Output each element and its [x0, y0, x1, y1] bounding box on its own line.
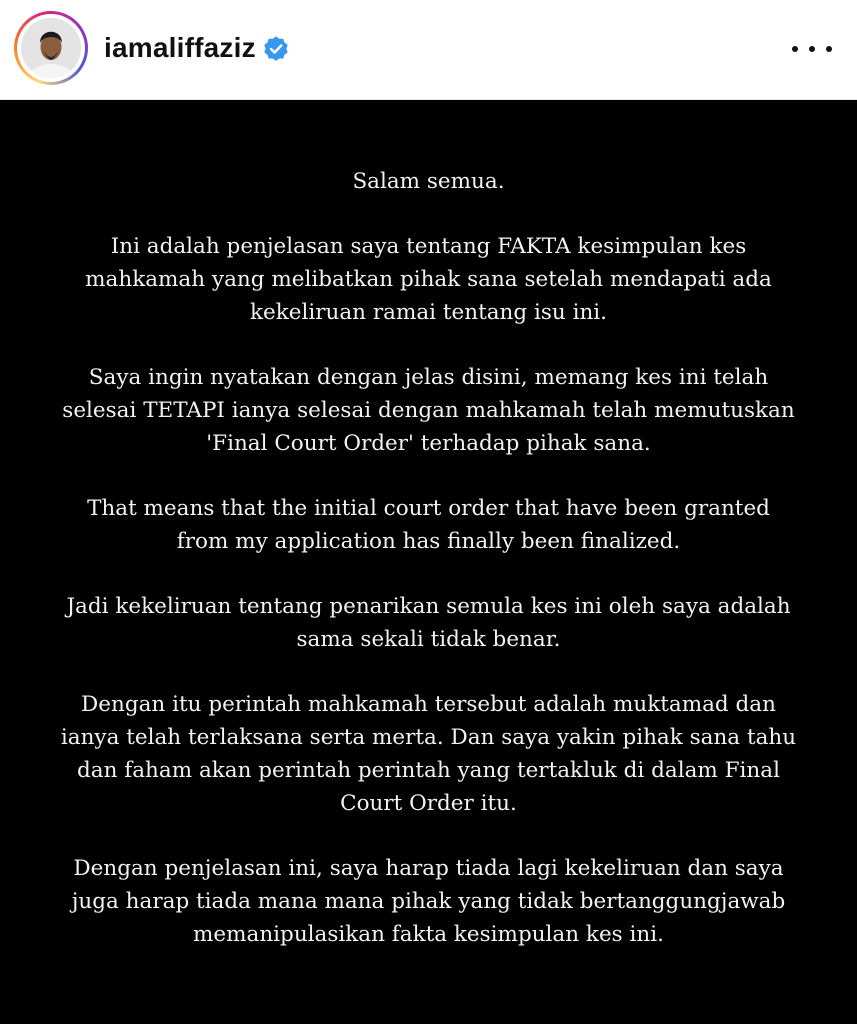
- paragraph-court-order: Dengan itu perintah mahkamah tersebut adalah muktamad dan ianya telah terlaksana serta merta. Dan saya yakin pihak sana tahu dan faham akan perintah perintah yang tertakluk di dalam Final Court Order itu.: [60, 692, 797, 816]
- dot-icon: [809, 46, 815, 52]
- dot-icon: [792, 46, 798, 52]
- dot-icon: [826, 46, 832, 52]
- post-header: [0, 0, 857, 100]
- more-options-icon[interactable]: [792, 34, 832, 64]
- paragraph-closing: Dengan penjelasan ini, saya harap tiada lagi kekeliruan dan saya juga harap tiada mana mana pihak yang tidak bertanggungjawab memanipulasikan fakta kesimpulan kes ini.: [71, 856, 786, 947]
- post-text: [20, 165, 837, 983]
- paragraph-greeting: Salam semua.: [352, 169, 505, 194]
- avatar[interactable]: [21, 18, 81, 78]
- post-image: [0, 100, 857, 1024]
- paragraph-statement: Saya ingin nyatakan dengan jelas disini, memang kes ini telah selesai TETAPI ianya selesai dengan mahkamah telah memutuskan 'Final Court Order' terhadap pihak sana.: [62, 365, 795, 456]
- paragraph-english: That means that the initial court order that have been granted from my application has finally been finalized.: [87, 496, 770, 554]
- username[interactable]: iamaliffaziz: [104, 32, 256, 63]
- avatar-border: [17, 14, 85, 82]
- avatar-icon: [21, 18, 81, 78]
- verified-badge-icon: [262, 35, 290, 63]
- paragraph-clarification: Jadi kekeliruan tentang penarikan semula kes ini oleh saya adalah sama sekali tidak benar.: [66, 594, 791, 652]
- story-ring[interactable]: [14, 11, 88, 85]
- paragraph-intro: Ini adalah penjelasan saya tentang FAKTA kesimpulan kes mahkamah yang melibatkan pihak sana setelah mendapati ada kekeliruan ramai tentang isu ini.: [85, 234, 772, 325]
